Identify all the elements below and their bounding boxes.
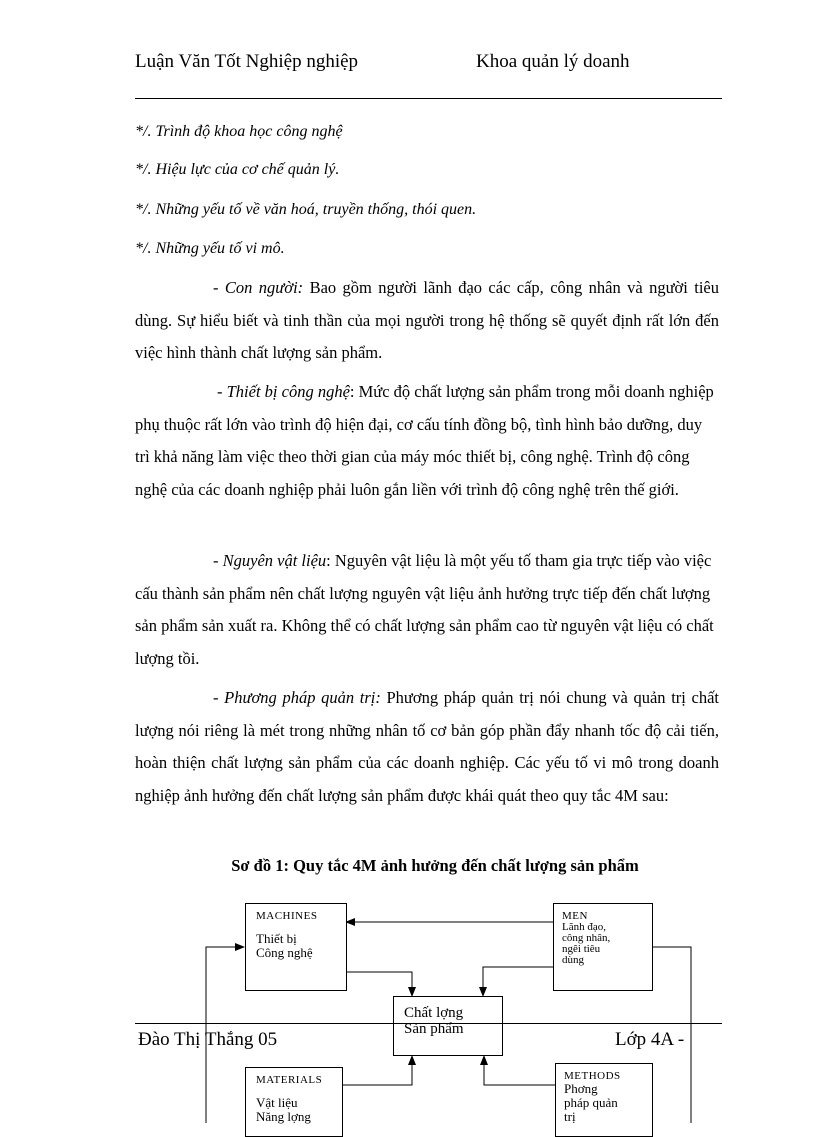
bullet-item: */. Trình độ khoa học công nghệ (135, 123, 343, 140)
arrow-materials-to-center (343, 1056, 412, 1085)
paragraph-lead: - Phương pháp quản trị: (213, 688, 381, 707)
materials-line1: Vật liệu (256, 1095, 298, 1110)
arrow-methods-to-center (484, 1056, 555, 1085)
bullet-item: */. Những yếu tố vi mô. (135, 240, 285, 257)
header-right-text: Khoa quản lý doanh (476, 51, 630, 72)
methods-line2: pháp quản (564, 1095, 618, 1110)
paragraph-text: Phương pháp quản trị nói chung và quản trị chất lượng nói riêng là mét trong những nhân tố cơ bản góp phần đẩy nhanh tốc độ cải tiến, hoàn thiện chất lượng sản phẩm của các doanh nghiệp. Các yếu tố vi mô trong doanh nghiệp ảnh hưởng đến chất lượng sản phẩm được khái quát theo quy tắc 4M sau: (135, 688, 719, 805)
methods-title: METHODS (564, 1070, 621, 1082)
materials-line2: Năng lợng (256, 1109, 311, 1124)
footer-left-text: Đào Thị Thắng 05 (138, 1029, 278, 1050)
methods-line3: trị (564, 1109, 576, 1124)
center-box (393, 996, 503, 1056)
methods-line1: Phơng (564, 1081, 598, 1096)
men-title: MEN (562, 910, 588, 922)
arrow-machines-to-center (346, 972, 412, 996)
materials-title: MATERIALS (256, 1074, 323, 1086)
men-line2: công nhân, (562, 932, 611, 944)
center-line2: Sản phẩm (404, 1021, 464, 1037)
men-line1: Lãnh đạo, (562, 921, 606, 933)
header-left-text: Luận Văn Tốt Nghiệp nghiệp (135, 51, 359, 72)
paragraph-lead: - Thiết bị công nghệ (217, 382, 350, 401)
bullet-item: */. Hiệu lực của cơ chế quản lý. (135, 161, 340, 178)
men-line4: dùng (562, 954, 584, 966)
footer-divider (135, 1023, 722, 1024)
diagram-caption: Sơ đồ 1: Quy tắc 4M ảnh hưởng đến chất lượng sản phẩm (231, 856, 639, 875)
footer-right-text: Lớp 4A - (615, 1029, 685, 1050)
paragraph-lead: - Con người: (213, 278, 304, 297)
machines-title: MACHINES (256, 910, 318, 922)
machines-box (245, 903, 347, 991)
center-line1: Chất lợng (404, 1005, 464, 1021)
men-box (553, 903, 653, 991)
methods-box (555, 1063, 653, 1137)
paragraph-text: : Nguyên vật liệu là một yếu tố tham gia trực tiếp vào việc cấu thành sản phẩm nên chất lượng nguyên vật liệu ảnh hưởng trực tiếp đến chất lượng sản phẩm sản xuất ra. Không thể có chất lượng sản phẩm cao từ nguyên vật liệu có chất lượng tồi. (135, 551, 714, 668)
machines-line1: Thiết bị (256, 931, 297, 946)
paragraph-lead: - Nguyên vật liệu (213, 551, 327, 570)
paragraph-text: : Mức độ chất lượng sản phẩm trong mỗi doanh nghiệp phụ thuộc rất lớn vào trình độ hiện đại, cơ cấu tính đồng bộ, tình hình bảo dưỡng, duy trì khả năng làm việc theo thời gian của máy móc thiết bị, công nghệ. Trình độ công nghệ của các doanh nghiệp phải luôn gắn liền với trình độ công nghệ trên thế giới. (135, 382, 714, 499)
machines-line2: Công nghệ (256, 945, 313, 960)
materials-box (245, 1067, 343, 1137)
paragraph-text: Bao gồm người lãnh đạo các cấp, công nhân và người tiêu dùng. Sự hiểu biết và tinh thần của mọi người trong hệ thống sẽ quyết định rất lớn đến việc hình thành chất lượng sản phẩm. (135, 278, 719, 362)
arrow-men-to-center (483, 967, 553, 996)
bullet-item: */. Những yếu tố về văn hoá, truyền thống, thói quen. (135, 201, 477, 218)
men-line3: ngêi tiêu (562, 943, 601, 955)
